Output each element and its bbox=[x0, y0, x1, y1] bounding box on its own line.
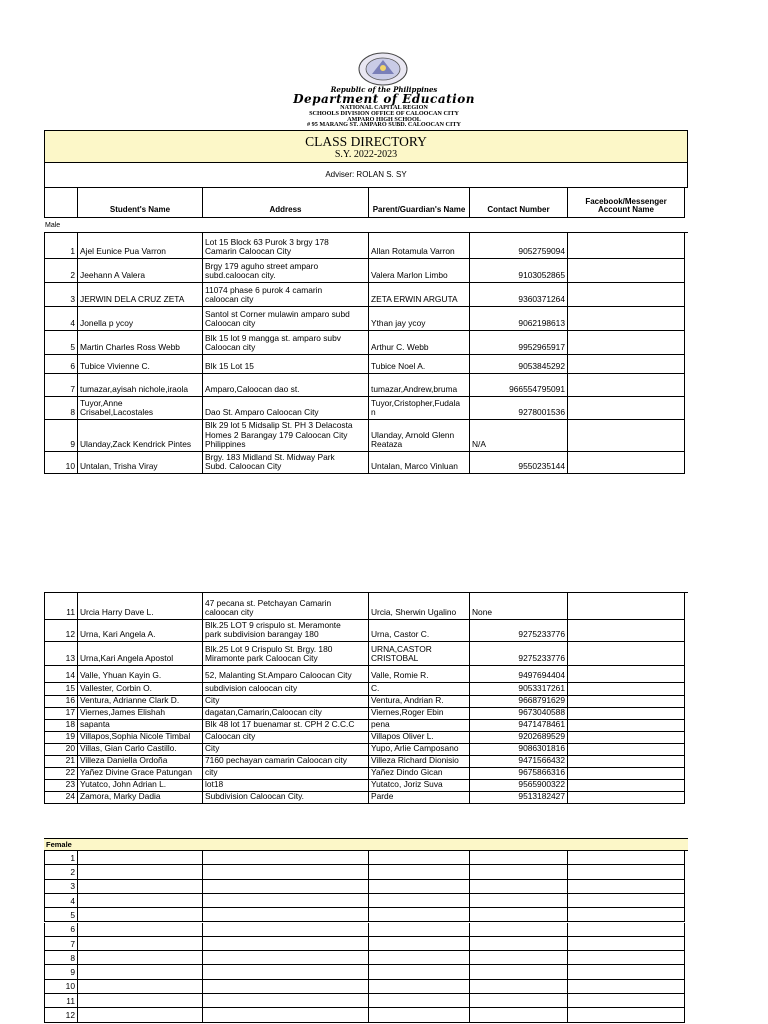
facebook-cell bbox=[568, 732, 685, 744]
contact-cell: 9513182427 bbox=[470, 792, 568, 804]
empty-cell bbox=[369, 937, 470, 951]
row-number: 6 bbox=[44, 355, 78, 374]
student-name-cell: Villas, Gian Carlo Castillo. bbox=[78, 744, 203, 756]
empty-cell bbox=[203, 851, 369, 865]
address-cell: Dao St. Amparo Caloocan City bbox=[203, 397, 369, 420]
table-row bbox=[44, 397, 685, 420]
parent-cell: C. bbox=[369, 683, 470, 696]
empty-cell bbox=[470, 880, 568, 894]
empty-cell bbox=[470, 994, 568, 1008]
parent-cell: Valle, Romie R. bbox=[369, 666, 470, 683]
table-row bbox=[44, 259, 685, 283]
table-row bbox=[44, 307, 685, 331]
empty-cell bbox=[203, 923, 369, 937]
facebook-cell bbox=[568, 756, 685, 768]
parent-cell: pena bbox=[369, 720, 470, 732]
address-cell: subdivision caloocan city bbox=[203, 683, 369, 696]
table-row bbox=[44, 908, 685, 922]
empty-cell bbox=[78, 894, 203, 908]
letterhead-school: AMPARO HIGH SCHOOL bbox=[347, 116, 421, 123]
contact-cell: 9565900322 bbox=[470, 780, 568, 792]
address-cell: Subdivision Caloocan City. bbox=[203, 792, 369, 804]
student-name-cell: Valle, Yhuan Kayin G. bbox=[78, 666, 203, 683]
parent-cell: Ythan jay ycoy bbox=[369, 307, 470, 331]
contact-cell: 9202689529 bbox=[470, 732, 568, 744]
row-number: 8 bbox=[44, 951, 78, 965]
address-cell: Blk 15 lot 9 mangga st. amparo subv Caloocan city bbox=[203, 331, 369, 355]
empty-cell bbox=[369, 980, 470, 994]
address-cell: Blk.25 Lot 9 Crispulo St. Brgy. 180 Miramonte park Caloocan City bbox=[203, 642, 369, 666]
contact-cell: 9103052865 bbox=[470, 259, 568, 283]
empty-cell bbox=[203, 1008, 369, 1022]
parent-cell: Arthur C. Webb bbox=[369, 331, 470, 355]
facebook-cell bbox=[568, 307, 685, 331]
facebook-cell bbox=[568, 696, 685, 708]
student-name-cell: Jonella p ycoy bbox=[78, 307, 203, 331]
address-cell: City bbox=[203, 696, 369, 708]
table-row bbox=[44, 894, 685, 908]
empty-cell bbox=[568, 980, 685, 994]
contact-cell: 9668791629 bbox=[470, 696, 568, 708]
table-row bbox=[44, 951, 685, 965]
empty-cell bbox=[568, 923, 685, 937]
letterhead-division: SCHOOLS DIVISION OFFICE OF CALOOCAN CITY bbox=[309, 110, 459, 117]
student-name-cell: Untalan, Trisha Viray bbox=[78, 452, 203, 474]
table-row bbox=[44, 452, 685, 474]
address-cell: City bbox=[203, 744, 369, 756]
student-name-cell: Yañez Divine Grace Patungan bbox=[78, 768, 203, 780]
contact-cell: 9497694404 bbox=[470, 666, 568, 683]
table-row bbox=[44, 780, 685, 792]
empty-cell bbox=[78, 908, 203, 922]
row-number: 3 bbox=[44, 283, 78, 307]
empty-cell bbox=[203, 980, 369, 994]
facebook-cell bbox=[568, 259, 685, 283]
letterhead-republic: Republic of the Philippines bbox=[330, 85, 438, 94]
empty-cell bbox=[369, 994, 470, 1008]
address-cell: dagatan,Camarin,Caloocan city bbox=[203, 708, 369, 720]
student-name-cell: Tubice Vivienne C. bbox=[78, 355, 203, 374]
school-year: S.Y. 2022-2023 bbox=[334, 149, 398, 160]
empty-cell bbox=[369, 965, 470, 979]
student-name-cell: Villapos,Sophia Nicole Timbal bbox=[78, 732, 203, 744]
table-row bbox=[44, 768, 685, 780]
empty-cell bbox=[203, 937, 369, 951]
empty-cell bbox=[568, 880, 685, 894]
parent-cell: Villeza Richard Dionisio bbox=[369, 756, 470, 768]
parent-cell: tumazar,Andrew,bruma bbox=[369, 374, 470, 397]
document-title: CLASS DIRECTORY bbox=[305, 134, 427, 149]
table-row bbox=[44, 374, 685, 397]
student-name-cell: tumazar,ayisah nichole,iraola bbox=[78, 374, 203, 397]
empty-cell bbox=[369, 865, 470, 879]
empty-cell bbox=[78, 851, 203, 865]
address-cell: city bbox=[203, 768, 369, 780]
student-name-cell: Vallester, Corbin O. bbox=[78, 683, 203, 696]
address-cell: lot18 bbox=[203, 780, 369, 792]
row-number: 5 bbox=[44, 331, 78, 355]
empty-cell bbox=[568, 994, 685, 1008]
deped-seal-icon bbox=[358, 52, 408, 86]
table-row bbox=[44, 593, 685, 620]
student-name-cell: Yutatco, John Adrian L. bbox=[78, 780, 203, 792]
contact-cell: None bbox=[470, 593, 568, 620]
parent-cell: Ventura, Andrian R. bbox=[369, 696, 470, 708]
row-number: 7 bbox=[44, 374, 78, 397]
header-contact: Contact Number bbox=[470, 188, 568, 218]
empty-cell bbox=[568, 937, 685, 951]
row-number: 12 bbox=[44, 620, 78, 642]
empty-cell bbox=[470, 851, 568, 865]
empty-cell bbox=[369, 1008, 470, 1022]
contact-cell: 9275233776 bbox=[470, 620, 568, 642]
facebook-cell bbox=[568, 744, 685, 756]
male-section-label: Male bbox=[45, 222, 61, 229]
empty-cell bbox=[470, 980, 568, 994]
row-number: 1 bbox=[44, 851, 78, 865]
parent-cell: Parde bbox=[369, 792, 470, 804]
facebook-cell bbox=[568, 233, 685, 259]
address-cell: Blk 15 Lot 15 bbox=[203, 355, 369, 374]
facebook-cell bbox=[568, 683, 685, 696]
student-name-cell: Urcia Harry Dave L. bbox=[78, 593, 203, 620]
table-row bbox=[44, 923, 685, 937]
header-facebook: Facebook/Messenger Account Name bbox=[568, 188, 685, 218]
empty-cell bbox=[78, 923, 203, 937]
contact-cell: N/A bbox=[470, 420, 568, 452]
row-number: 9 bbox=[44, 965, 78, 979]
empty-cell bbox=[568, 865, 685, 879]
address-cell: Blk 48 lot 17 buenamar st. CPH 2 C.C.C bbox=[203, 720, 369, 732]
header-address: Address bbox=[203, 188, 369, 218]
letterhead-address: # 95 MARANG ST. AMPARO SUBD. CALOOCAN CITY bbox=[307, 121, 461, 128]
parent-cell: Tubice Noel A. bbox=[369, 355, 470, 374]
table-row bbox=[44, 994, 685, 1008]
table-row bbox=[44, 642, 685, 666]
table-row bbox=[44, 792, 685, 804]
row-number: 17 bbox=[44, 708, 78, 720]
empty-cell bbox=[369, 908, 470, 922]
address-cell: Lot 15 Block 63 Purok 3 brgy 178 Camarin Caloocan City bbox=[203, 233, 369, 259]
contact-cell: 9053317261 bbox=[470, 683, 568, 696]
student-name-cell: Ventura, Adrianne Clark D. bbox=[78, 696, 203, 708]
row-number: 6 bbox=[44, 923, 78, 937]
facebook-cell bbox=[568, 593, 685, 620]
empty-cell bbox=[203, 894, 369, 908]
address-cell: 47 pecana st. Petchayan Camarin caloocan city bbox=[203, 593, 369, 620]
parent-cell: Untalan, Marco Vinluan bbox=[369, 452, 470, 474]
row-number: 2 bbox=[44, 865, 78, 879]
facebook-cell bbox=[568, 283, 685, 307]
row-number: 11 bbox=[44, 994, 78, 1008]
empty-cell bbox=[470, 937, 568, 951]
empty-cell bbox=[369, 923, 470, 937]
empty-cell bbox=[369, 894, 470, 908]
table-row bbox=[44, 744, 685, 756]
empty-cell bbox=[568, 1008, 685, 1022]
table-row bbox=[44, 620, 685, 642]
row-number: 18 bbox=[44, 720, 78, 732]
empty-cell bbox=[568, 894, 685, 908]
contact-cell: 9360371264 bbox=[470, 283, 568, 307]
table-row bbox=[44, 732, 685, 744]
row-number: 22 bbox=[44, 768, 78, 780]
empty-cell bbox=[369, 951, 470, 965]
row-number: 4 bbox=[44, 894, 78, 908]
empty-cell bbox=[203, 908, 369, 922]
row-number: 12 bbox=[44, 1008, 78, 1022]
facebook-cell bbox=[568, 420, 685, 452]
table-row bbox=[44, 331, 685, 355]
row-number: 24 bbox=[44, 792, 78, 804]
empty-cell bbox=[78, 1008, 203, 1022]
empty-cell bbox=[203, 994, 369, 1008]
parent-cell: URNA,CASTOR CRISTOBAL bbox=[369, 642, 470, 666]
address-cell: Santol st Corner mulawin amparo subd Caloocan city bbox=[203, 307, 369, 331]
facebook-cell bbox=[568, 355, 685, 374]
contact-cell: 9053845292 bbox=[470, 355, 568, 374]
student-name-cell: Tuyor,Anne Crisabel,Lacostales bbox=[78, 397, 203, 420]
facebook-cell bbox=[568, 720, 685, 732]
parent-cell: Ulanday, Arnold Glenn Reataza bbox=[369, 420, 470, 452]
header-parent: Parent/Guardian's Name bbox=[369, 188, 470, 218]
table-row bbox=[44, 696, 685, 708]
parent-cell: Yutatco, Joriz Suva bbox=[369, 780, 470, 792]
row-number: 8 bbox=[44, 397, 78, 420]
table-row bbox=[44, 283, 685, 307]
header-student-name: Student's Name bbox=[78, 188, 203, 218]
empty-cell bbox=[470, 951, 568, 965]
row-number: 10 bbox=[44, 452, 78, 474]
student-name-cell: Urna, Kari Angela A. bbox=[78, 620, 203, 642]
address-cell: Amparo,Caloocan dao st. bbox=[203, 374, 369, 397]
empty-cell bbox=[78, 951, 203, 965]
student-name-cell: Ulanday,Zack Kendrick Pintes bbox=[78, 420, 203, 452]
empty-cell bbox=[470, 965, 568, 979]
contact-cell: 9952965917 bbox=[470, 331, 568, 355]
student-name-cell: Urna,Kari Angela Apostol bbox=[78, 642, 203, 666]
empty-cell bbox=[568, 951, 685, 965]
row-number: 4 bbox=[44, 307, 78, 331]
empty-cell bbox=[78, 880, 203, 894]
table-row bbox=[44, 756, 685, 768]
parent-cell: Viernes,Roger Ebin bbox=[369, 708, 470, 720]
empty-cell bbox=[203, 965, 369, 979]
row-number: 1 bbox=[44, 233, 78, 259]
student-name-cell: JERWIN DELA CRUZ ZETA bbox=[78, 283, 203, 307]
row-number: 10 bbox=[44, 980, 78, 994]
row-number: 2 bbox=[44, 259, 78, 283]
parent-cell: Urna, Castor C. bbox=[369, 620, 470, 642]
student-name-cell: Villeza Daniella Ordoña bbox=[78, 756, 203, 768]
student-name-cell: Ajel Eunice Pua Varron bbox=[78, 233, 203, 259]
address-cell: Brgy 179 aguho street amparo subd.caloocan city. bbox=[203, 259, 369, 283]
student-name-cell: Viernes,James Elishah bbox=[78, 708, 203, 720]
header-number bbox=[44, 188, 78, 218]
address-cell: Caloocan city bbox=[203, 732, 369, 744]
empty-cell bbox=[78, 994, 203, 1008]
contact-cell: 9673040588 bbox=[470, 708, 568, 720]
empty-cell bbox=[470, 923, 568, 937]
female-section-label: Female bbox=[46, 840, 72, 849]
table-row bbox=[44, 233, 685, 259]
empty-cell bbox=[369, 851, 470, 865]
empty-cell bbox=[203, 865, 369, 879]
table-row bbox=[44, 1008, 685, 1022]
address-cell: Blk 29 lot 5 Midsalip St. PH 3 Delacosta Homes 2 Barangay 179 Caloocan City Philippines bbox=[203, 420, 369, 452]
table-row bbox=[44, 708, 685, 720]
female-section-band bbox=[44, 838, 688, 851]
empty-cell bbox=[568, 908, 685, 922]
row-number: 16 bbox=[44, 696, 78, 708]
empty-cell bbox=[470, 865, 568, 879]
facebook-cell bbox=[568, 620, 685, 642]
table-row bbox=[44, 865, 685, 879]
parent-cell: ZETA ERWIN ARGUTA bbox=[369, 283, 470, 307]
parent-cell: Villapos Oliver L. bbox=[369, 732, 470, 744]
address-cell: Brgy. 183 Midland St. Midway Park Subd. Caloocan City bbox=[203, 452, 369, 474]
row-number: 9 bbox=[44, 420, 78, 452]
adviser-line: Adviser: ROLAN S. SY bbox=[44, 163, 688, 188]
contact-cell: 9052759094 bbox=[470, 233, 568, 259]
table-row bbox=[44, 980, 685, 994]
contact-cell: 966554795091 bbox=[470, 374, 568, 397]
row-number: 15 bbox=[44, 683, 78, 696]
empty-cell bbox=[470, 1008, 568, 1022]
row-number: 14 bbox=[44, 666, 78, 683]
student-name-cell: Martin Charles Ross Webb bbox=[78, 331, 203, 355]
row-number: 7 bbox=[44, 937, 78, 951]
address-cell: 11074 phase 6 purok 4 camarin caloocan city bbox=[203, 283, 369, 307]
letterhead-region: NATIONAL CAPITAL REGION bbox=[340, 104, 428, 111]
facebook-cell bbox=[568, 780, 685, 792]
parent-cell: Valera Marlon Limbo bbox=[369, 259, 470, 283]
empty-cell bbox=[78, 965, 203, 979]
table-row bbox=[44, 965, 685, 979]
table-row bbox=[44, 666, 685, 683]
letterhead-department: Department of Education bbox=[293, 92, 475, 106]
facebook-cell bbox=[568, 452, 685, 474]
row-number: 11 bbox=[44, 593, 78, 620]
facebook-cell bbox=[568, 397, 685, 420]
parent-cell: Yañez Dindo Gican bbox=[369, 768, 470, 780]
empty-cell bbox=[470, 894, 568, 908]
student-name-cell: Jeehann A Valera bbox=[78, 259, 203, 283]
facebook-cell bbox=[568, 768, 685, 780]
contact-cell: 9275233776 bbox=[470, 642, 568, 666]
parent-cell: Urcia, Sherwin Ugalino bbox=[369, 593, 470, 620]
empty-cell bbox=[369, 880, 470, 894]
table-row bbox=[44, 420, 685, 452]
table-row bbox=[44, 683, 685, 696]
address-cell: Blk.25 LOT 9 crispulo st. Meramonte park subdivision barangay 180 bbox=[203, 620, 369, 642]
empty-cell bbox=[203, 951, 369, 965]
facebook-cell bbox=[568, 792, 685, 804]
facebook-cell bbox=[568, 374, 685, 397]
contact-cell: 9471478461 bbox=[470, 720, 568, 732]
parent-cell: Allan Rotamula Varron bbox=[369, 233, 470, 259]
title-block bbox=[44, 130, 688, 163]
row-number: 23 bbox=[44, 780, 78, 792]
empty-cell bbox=[568, 965, 685, 979]
row-number: 5 bbox=[44, 908, 78, 922]
address-cell: 52, Malanting St.Amparo Caloocan City bbox=[203, 666, 369, 683]
contact-cell: 9471566432 bbox=[470, 756, 568, 768]
row-number: 20 bbox=[44, 744, 78, 756]
empty-cell bbox=[470, 908, 568, 922]
student-name-cell: sapanta bbox=[78, 720, 203, 732]
row-number: 21 bbox=[44, 756, 78, 768]
facebook-cell bbox=[568, 642, 685, 666]
empty-cell bbox=[78, 937, 203, 951]
contact-cell: 9278001536 bbox=[470, 397, 568, 420]
parent-cell: Yupo, Arlie Camposano bbox=[369, 744, 470, 756]
facebook-cell bbox=[568, 666, 685, 683]
contact-cell: 9675866316 bbox=[470, 768, 568, 780]
table-row bbox=[44, 355, 685, 374]
table-row bbox=[44, 720, 685, 732]
row-number: 13 bbox=[44, 642, 78, 666]
facebook-cell bbox=[568, 331, 685, 355]
row-number: 3 bbox=[44, 880, 78, 894]
table-row bbox=[44, 937, 685, 951]
facebook-cell bbox=[568, 708, 685, 720]
contact-cell: 9086301816 bbox=[470, 744, 568, 756]
row-number: 19 bbox=[44, 732, 78, 744]
contact-cell: 9062198613 bbox=[470, 307, 568, 331]
parent-cell: Tuyor,Cristopher,Fudala n bbox=[369, 397, 470, 420]
contact-cell: 9550235144 bbox=[470, 452, 568, 474]
empty-cell bbox=[568, 851, 685, 865]
empty-cell bbox=[203, 880, 369, 894]
empty-cell bbox=[78, 980, 203, 994]
table-row bbox=[44, 880, 685, 894]
empty-cell bbox=[78, 865, 203, 879]
student-name-cell: Zamora, Marky Dadia bbox=[78, 792, 203, 804]
table-row bbox=[44, 851, 685, 865]
address-cell: 7160 pechayan camarin Caloocan city bbox=[203, 756, 369, 768]
